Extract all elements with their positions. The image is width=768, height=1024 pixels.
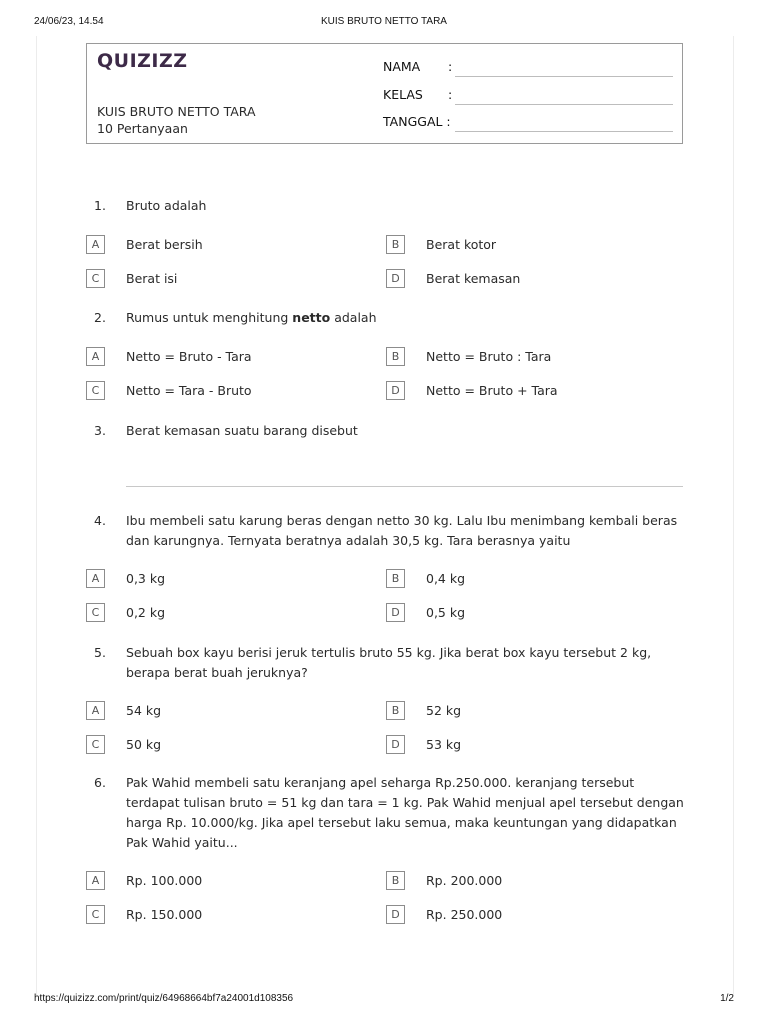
option-text: Netto = Tara - Bruto <box>126 383 252 398</box>
quiz-title: KUIS BRUTO NETTO TARA <box>97 104 256 119</box>
option-letter-box: B <box>386 235 405 254</box>
option-text: Berat isi <box>126 271 178 286</box>
option-text: 50 kg <box>126 737 162 752</box>
option-text: Netto = Bruto + Tara <box>426 383 558 398</box>
option-text: 53 kg <box>426 737 462 752</box>
print-title: KUIS BRUTO NETTO TARA <box>321 16 447 27</box>
question-number: 1. <box>94 198 106 213</box>
option-text: 0,2 kg <box>126 605 166 620</box>
question-number: 2. <box>94 310 106 325</box>
question-number: 6. <box>94 775 106 790</box>
option-text: 0,4 kg <box>426 571 466 586</box>
option-text: Berat kotor <box>426 237 497 252</box>
option-letter-box: A <box>86 569 105 588</box>
class-field-label: KELAS <box>383 87 423 102</box>
option-letter-box: D <box>386 269 405 288</box>
question-count: 10 Pertanyaan <box>97 121 188 136</box>
question-number: 5. <box>94 645 106 660</box>
option-text: 0,3 kg <box>126 571 166 586</box>
option-letter-box: C <box>86 269 105 288</box>
question-number: 4. <box>94 513 106 528</box>
option-letter-box: B <box>386 569 405 588</box>
option-text: 0,5 kg <box>426 605 466 620</box>
option-letter-box: A <box>86 235 105 254</box>
question-text: Bruto adalah <box>126 198 207 213</box>
option-text: Rp. 200.000 <box>426 873 503 888</box>
question-text: Pak Wahid membeli satu keranjang apel seharga Rp.250.000. keranjang tersebut terdapat tulisan bruto = 51 kg dan tara = 1 kg. Pak Wahid menjual apel tersebut dengan harga Rp. 10.000/kg. Jika apel tersebut laku semua, maka keuntungan yang didapatkan Pak Wahid yaitu... <box>126 775 684 850</box>
option-text: 52 kg <box>426 703 462 718</box>
question-text-before: Rumus untuk menghitung <box>126 310 293 325</box>
option-text: Rp. 100.000 <box>126 873 203 888</box>
name-field-line <box>455 75 673 77</box>
option-letter-box: C <box>86 603 105 622</box>
option-text: Rp. 250.000 <box>426 907 503 922</box>
option-letter-box: A <box>86 701 105 720</box>
print-header <box>0 16 768 36</box>
option-letter-box: D <box>386 905 405 924</box>
name-field-colon: : <box>448 59 453 74</box>
option-letter-box: B <box>386 347 405 366</box>
answer-line <box>126 485 683 487</box>
question-text: Sebuah box kayu berisi jeruk tertulis bruto 55 kg. Jika berat box kayu tersebut 2 kg, berapa berat buah jeruknya? <box>126 645 652 680</box>
print-page-number: 1/2 <box>720 993 734 1004</box>
option-letter-box: A <box>86 871 105 890</box>
question-number: 3. <box>94 423 106 438</box>
option-letter-box: B <box>386 871 405 890</box>
name-field-label: NAMA <box>383 59 421 74</box>
quiz-header <box>86 43 683 144</box>
option-text: 54 kg <box>126 703 162 718</box>
print-url: https://quizizz.com/print/quiz/64968664bf7a24001d108356 <box>34 993 294 1004</box>
question-text-bold: netto <box>292 310 331 325</box>
option-letter-box: B <box>386 701 405 720</box>
option-text: Berat kemasan <box>426 271 521 286</box>
question-text <box>126 308 686 328</box>
class-field-line <box>455 103 673 105</box>
option-letter-box: D <box>386 735 405 754</box>
print-datetime: 24/06/23, 14.54 <box>34 16 104 27</box>
option-text: Netto = Bruto : Tara <box>426 349 552 364</box>
question-text-after: adalah <box>330 310 377 325</box>
print-footer <box>0 993 768 1013</box>
date-field-label: TANGGAL : <box>383 114 451 129</box>
option-text: Berat bersih <box>126 237 203 252</box>
option-text: Rp. 150.000 <box>126 907 203 922</box>
question-text: Berat kemasan suatu barang disebut <box>126 423 358 438</box>
option-letter-box: C <box>86 905 105 924</box>
question-text: Ibu membeli satu karung beras dengan netto 30 kg. Lalu Ibu menimbang kembali beras dan karungnya. Ternyata beratnya adalah 30,5 kg. Tara berasnya yaitu <box>126 513 678 548</box>
option-letter-box: D <box>386 381 405 400</box>
option-letter-box: D <box>386 603 405 622</box>
quizizz-logo: QUIZIZZ <box>97 50 188 72</box>
date-field-line <box>455 130 673 132</box>
class-field-colon: : <box>448 87 453 102</box>
option-letter-box: C <box>86 381 105 400</box>
option-letter-box: C <box>86 735 105 754</box>
option-text: Netto = Bruto - Tara <box>126 349 252 364</box>
option-letter-box: A <box>86 347 105 366</box>
